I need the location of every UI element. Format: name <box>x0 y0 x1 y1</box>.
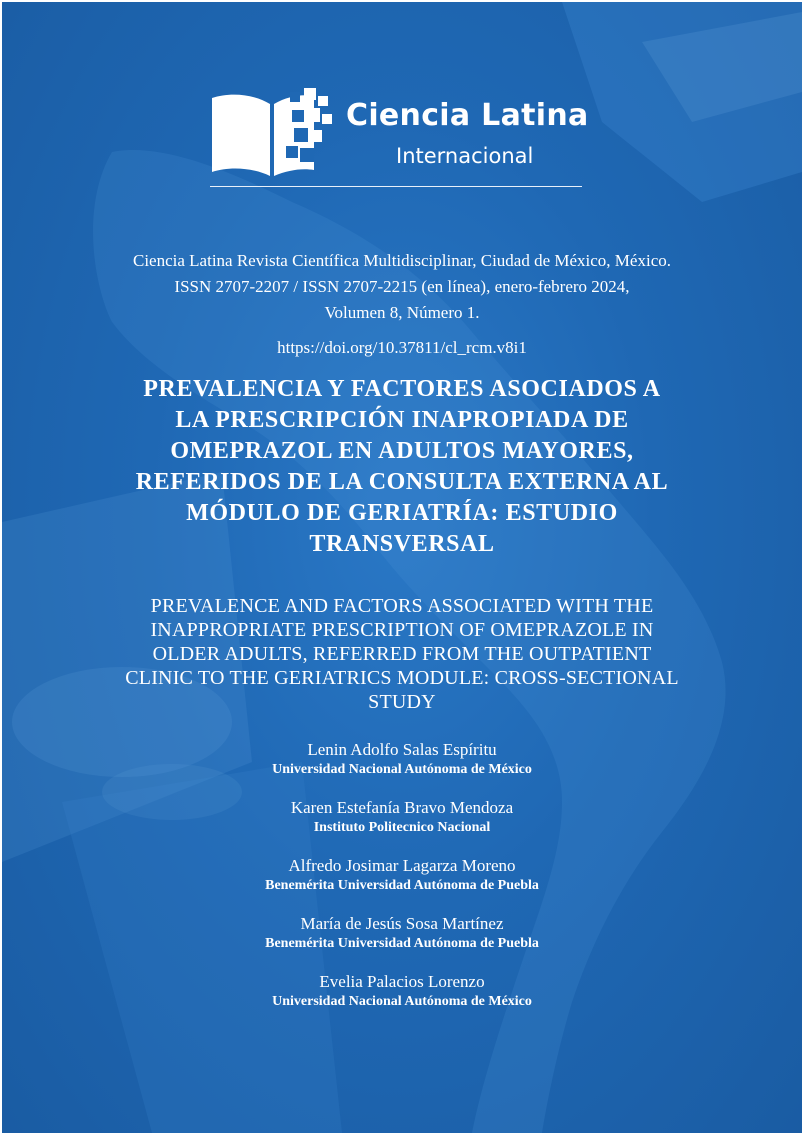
author-name: Evelia Palacios Lorenzo <box>319 972 485 991</box>
author-affiliation: Benemérita Universidad Autónoma de Puebla <box>265 878 539 893</box>
author-name: Alfredo Josimar Lagarza Moreno <box>288 856 516 875</box>
author-name: Karen Estefanía Bravo Mendoza <box>290 798 514 817</box>
title-es-line: REFERIDOS DE LA CONSULTA EXTERNA AL <box>135 469 669 495</box>
title-english <box>72 594 732 714</box>
title-en-line: CLINIC TO THE GERIATRICS MODULE: CROSS-SECTIONAL <box>125 667 679 689</box>
title-en-line: INAPPROPRIATE PRESCRIPTION OF OMEPRAZOLE IN <box>150 619 654 641</box>
author-entry <box>102 913 702 953</box>
author-entry <box>102 797 702 837</box>
author-affiliation: Universidad Nacional Autónoma de México <box>272 994 532 1009</box>
author-affiliation: Instituto Politecnico Nacional <box>313 820 491 835</box>
title-es-line: OMEPRAZOL EN ADULTOS MAYORES, <box>170 438 634 464</box>
journal-info-line1: Ciencia Latina Revista Científica Multidisciplinar, Ciudad de México, México. <box>133 251 671 270</box>
title-es-line: PREVALENCIA Y FACTORES ASOCIADOS A <box>143 376 661 402</box>
title-en-line: PREVALENCE AND FACTORS ASSOCIATED WITH THE <box>150 595 654 617</box>
title-es-line: LA PRESCRIPCIÓN INAPROPIADA DE <box>175 407 629 433</box>
author-affiliation: Universidad Nacional Autónoma de México <box>272 762 532 777</box>
title-en-line: OLDER ADULTS, REFERRED FROM THE OUTPATIENT <box>152 643 652 665</box>
title-spanish <box>62 374 742 560</box>
journal-cover <box>2 2 802 1133</box>
logo-name-line2: Internacional <box>396 144 534 168</box>
author-entry <box>102 739 702 779</box>
journal-info-line2: ISSN 2707-2207 / ISSN 2707-2215 (en línea), enero-febrero 2024, <box>174 277 630 296</box>
author-entry <box>102 855 702 895</box>
author-name: Lenin Adolfo Salas Espíritu <box>307 740 497 759</box>
title-es-line: MÓDULO DE GERIATRÍA: ESTUDIO <box>186 500 618 526</box>
title-en-line: STUDY <box>368 691 436 713</box>
journal-logo <box>210 88 590 192</box>
journal-info <box>42 248 762 326</box>
author-name: María de Jesús Sosa Martínez <box>300 914 504 933</box>
journal-info-line3: Volumen 8, Número 1. <box>324 303 480 322</box>
logo-name-line1: Ciencia Latina <box>346 98 589 133</box>
logo-divider <box>210 186 582 187</box>
doi-link[interactable]: https://doi.org/10.37811/cl_rcm.v8i1 <box>277 338 527 357</box>
author-list <box>102 739 702 1029</box>
open-book-icon <box>210 88 340 180</box>
title-es-line: TRANSVERSAL <box>309 531 495 557</box>
author-affiliation: Benemérita Universidad Autónoma de Puebla <box>265 936 539 951</box>
author-entry <box>102 971 702 1011</box>
